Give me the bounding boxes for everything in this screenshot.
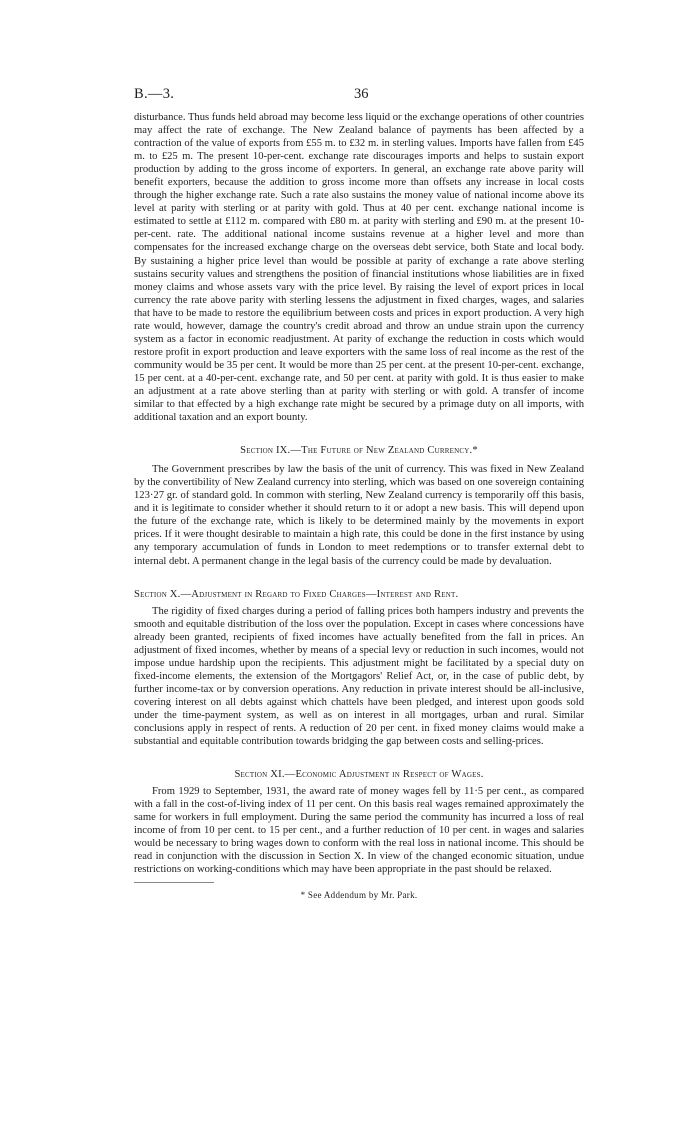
page-number: 36 bbox=[354, 86, 369, 102]
section-10-heading: Section X.—Adjustment in Regard to Fixed Charges—Interest and Rent. bbox=[134, 588, 459, 600]
document-reference: B.—3. bbox=[134, 86, 175, 102]
section-11-heading: Section XI.—Economic Adjustment in Respect of Wages. bbox=[234, 769, 484, 781]
footnote-divider bbox=[134, 882, 214, 883]
intro-paragraph: disturbance. Thus funds held abroad may become less liquid or the exchange operations of other countries may affect the rate of exchange. The New Zealand balance of payments has been affected by a contraction of the value of exports from £55 m. to £32 m. in sterling values. Imports have fallen from £45 m. to £25 m. The present 10-per-cent. exchange rate discourages imports and helps to sustain export production by adding to the gross income of exporters. In general, an exchange rate above parity will benefit exporters, because the addition to gross income more than offsets any increase in local costs through the higher exchange rate. Such a rate also sustains the money value of national income above its level at parity with sterling or at parity with gold. Thus at 40 per cent. exchange national income is estimated to settle at £112 m. compared with £80 m. at parity with sterling and £90 m. at the present 10-per-cent. rate. The additional national income sustains revenue at a higher level and more than compensates for the increased exchange charge on the overseas debt service, both State and local body. By sustaining a higher price level than would be possible at parity of exchange a rate above sterling sustains security values and strengthens the position of financial institutions whose liabilities are in fixed money claims and whose assets vary with the price level. By raising the level of export prices in local currency the rate above parity with sterling lessens the adjustment in fixed charges, wages, and salaries that have to be made to restore the equilibrium between costs and prices in export production. A very high rate would, however, damage the country's credit abroad and throw an undue strain upon the currency system as a factor in economic readjustment. At parity of exchange the reduction in costs which would restore profit in export production and leave exporters with the same loss of real income as the rest of the community would be 35 per cent. It would be more than 25 per cent. at the present 10-per-cent. exchange, 15 per cent. at a 40-per-cent. exchange rate, and 50 per cent. at parity with gold. It is thus easier to make an adjustment at a rate above sterling than at parity with sterling or with gold. A transfer of income similar to that effected by a high exchange rate might be secured by a primage duty on all imports, with additional taxation and an export bounty. bbox=[134, 112, 584, 424]
section-9-paragraph: The Government prescribes by law the basis of the unit of currency. This was fixed in New Zealand by the convertibility of New Zealand currency into sterling, which was based on one sovereign containing 123·27 gr. of standard gold. In common with sterling, New Zealand currency is temporarily off this basis, and it is legitimate to consider whether it should return to it or adopt a new basis. This will depend upon the future of the exchange rate, which is likely to be determined mainly by the movements in export prices. If it were thought desirable to maintain a high rate, this could be done in the first instance by using any temporary accumulation of funds in London to meet redemptions or to transfer external debt to internal debt. A permanent change in the legal basis of the currency could be made by devaluation. bbox=[134, 464, 584, 567]
body-text bbox=[134, 111, 584, 903]
section-9-heading: Section IX.—The Future of New Zealand Currency.* bbox=[240, 445, 478, 457]
footnote: * See Addendum by Mr. Park. bbox=[300, 890, 418, 901]
section-10-paragraph: The rigidity of fixed charges during a period of falling prices both hampers industry and prevents the smooth and equitable distribution of the loss over the population. Except in cases where concessions have already been granted, recipients of fixed incomes have actually benefited from the fall in prices. An adjustment of fixed incomes, whether by means of a special levy or reduction in such incomes, would not impose undue hardship upon the recipients. This adjustment might be facilitated by a special duty on fixed-income elements, the extension of the Mortgagors' Relief Act, or, in the case of public debt, by further income-tax or by conversion operations. Any reduction in private interest should be all-inclusive, covering interest on all debts against which chattels have been pledged, and interest upon goods sold under the time-payment system, as well as on interest in all mortgages, urban and rural. Similar conclusions apply in respect of rents. A reduction of 20 per cent. in fixed money claims would make a substantial and equitable contribution towards bridging the gap between costs and selling-prices. bbox=[134, 605, 584, 748]
section-11-paragraph: From 1929 to September, 1931, the award rate of money wages fell by 11·5 per cent., as compared with a fall in the cost-of-living index of 11 per cent. On this basis real wages remained approximately the same for workers in full employment. During the same period the community has incurred a loss of real income of from 10 per cent. to 15 per cent., and a further reduction of 10 per cent. in wages and salaries would be necessary to bring wages down to conform with the real loss in national income. This should be read in conjunction with the discussion in Section X. In view of the changed economic situation, undue restrictions on working-conditions which may have been appropriate in the past should be relaxed. bbox=[134, 786, 584, 876]
page-header bbox=[134, 86, 584, 106]
